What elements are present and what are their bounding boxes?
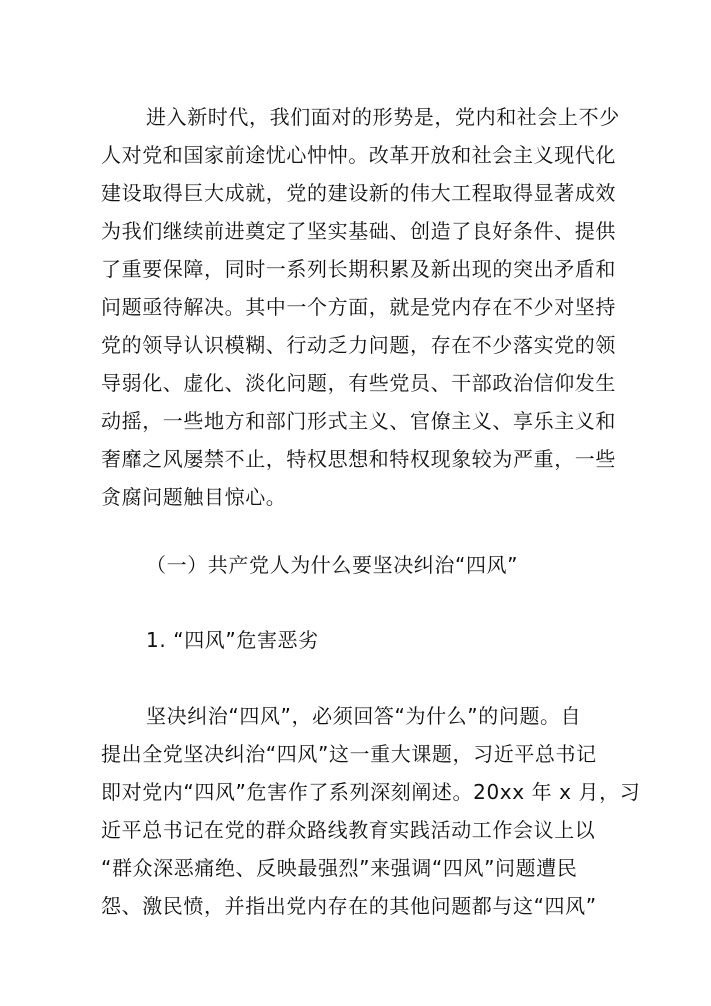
paragraph-1-line-1: 进入新时代，我们面对的形势是，党内和社会上不少 — [146, 105, 620, 129]
paragraph-1-line-5: 了重要保障，同时一系列长期积累及新出现的突出矛盾和 — [101, 257, 616, 281]
paragraph-2-line-1: 坚决纠治“四风”，必须回答“为什么”的问题。自 — [146, 704, 582, 728]
paragraph-2-line-3: 即对党内“四风”危害作了系列深刻阐述。20xx 年 x 月，习 — [101, 780, 641, 804]
paragraph-1-line-9: 动摇，一些地方和部门形式主义、官僚主义、享乐主义和 — [101, 409, 616, 433]
paragraph-2-line-2: 提出全党坚决纠治“四风”这一重大课题，习近平总书记 — [101, 742, 597, 766]
paragraph-1-line-7: 党的领导认识模糊、行动乏力问题，存在不少落实党的领 — [101, 333, 616, 357]
paragraph-1-line-3: 建设取得巨大成就，党的建设新的伟大工程取得显著成效 — [101, 181, 616, 205]
paragraph-1-line-4: 为我们继续前进奠定了坚实基础、创造了良好条件、提供 — [101, 219, 616, 243]
paragraph-1-line-2: 人对党和国家前途忧心忡忡。改革开放和社会主义现代化 — [101, 143, 616, 167]
paragraph-2-line-4: 近平总书记在党的群众路线教育实践活动工作会议上以 — [101, 818, 596, 842]
paragraph-2-line-5: “群众深恶痛绝、反映最强烈”来强调“四风”问题遭民 — [101, 856, 578, 880]
paragraph-2-line-6: 怨、激民愤，并指出党内存在的其他问题都与这“四风” — [101, 894, 597, 918]
section-heading: （一）共产党人为什么要坚决纠治“四风” — [146, 553, 519, 577]
paragraph-1-line-6: 问题亟待解决。其中一个方面，就是党内存在不少对坚持 — [101, 295, 616, 319]
subsection-heading: 1. “四风”危害恶劣 — [146, 628, 319, 652]
paragraph-1-line-10: 奢靡之风屡禁不止，特权思想和特权现象较为严重，一些 — [101, 447, 616, 471]
paragraph-1-line-11: 贪腐问题触目惊心。 — [101, 485, 287, 509]
paragraph-1-line-8: 导弱化、虚化、淡化问题，有些党员、干部政治信仰发生 — [101, 371, 616, 395]
